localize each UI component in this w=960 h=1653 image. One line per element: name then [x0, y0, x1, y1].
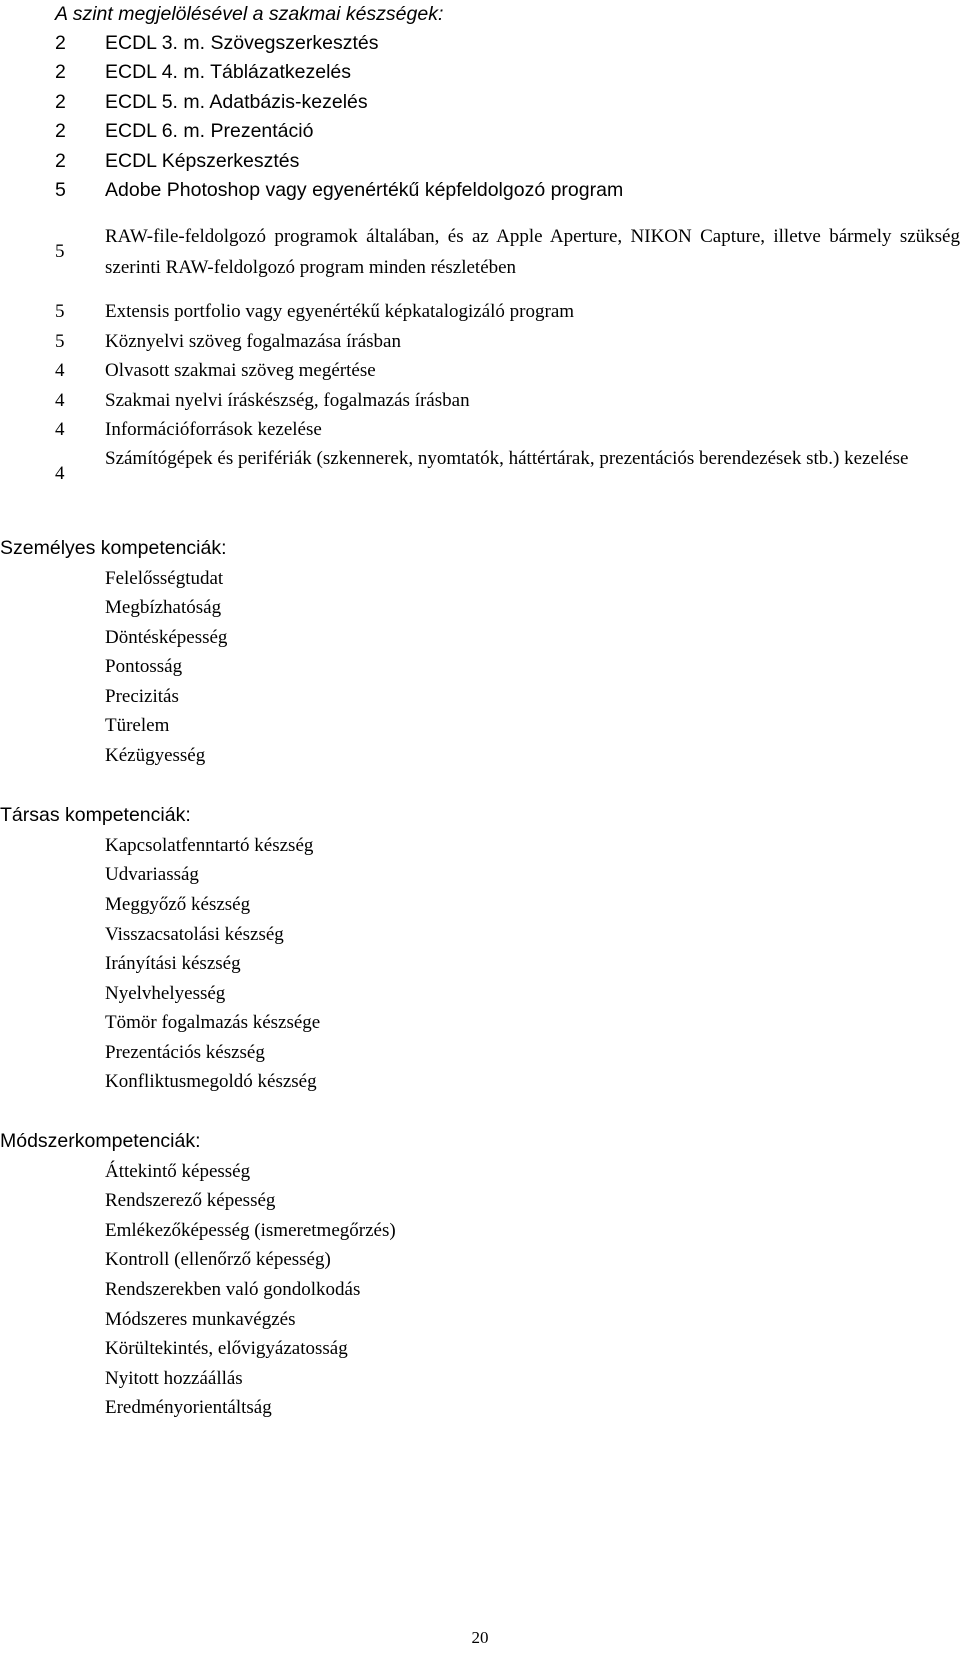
skill-level: 5	[55, 301, 65, 322]
list-item: Áttekintő képesség	[105, 1161, 251, 1182]
skill-text: ECDL 3. m. Szövegszerkesztés	[105, 32, 379, 54]
list-item: Kontroll (ellenőrző képesség)	[105, 1249, 331, 1270]
list-item: Módszeres munkavégzés	[105, 1309, 296, 1330]
skill-level: 5	[55, 241, 65, 262]
list-item: Emlékezőképesség (ismeretmegőrzés)	[105, 1220, 396, 1241]
list-item: Udvariasság	[105, 864, 199, 885]
list-item: Körültekintés, elővigyázatosság	[105, 1338, 348, 1359]
skill-level: 4	[55, 360, 65, 381]
list-item: Türelem	[105, 715, 170, 736]
skill-level: 2	[55, 120, 66, 142]
social-competencies-title: Társas kompetenciák:	[0, 804, 191, 826]
skill-level: 2	[55, 61, 66, 83]
list-item: Konfliktusmegoldó készség	[105, 1071, 317, 1092]
list-item: Rendszerekben való gondolkodás	[105, 1279, 361, 1300]
list-item: Precizitás	[105, 686, 179, 707]
list-item: Tömör fogalmazás készsége	[105, 1012, 321, 1033]
skill-text: Köznyelvi szöveg fogalmazása írásban	[105, 331, 401, 352]
page-number: 20	[471, 1628, 489, 1647]
skill-text: Extensis portfolio vagy egyenértékű képkatalogizáló program	[105, 301, 575, 322]
skill-text: RAW-file-feldolgozó programok általában, és az Apple Aperture, NIKON Capture, illetve bármely szükség szerinti RAW-feldolgozó program minden részletében	[105, 226, 960, 278]
intro-heading: A szint megjelölésével a szakmai készségek:	[55, 3, 444, 25]
list-item: Nyitott hozzáállás	[105, 1368, 243, 1389]
skill-text: ECDL 6. m. Prezentáció	[105, 120, 314, 142]
list-item: Kézügyesség	[105, 745, 206, 766]
list-item: Döntésképesség	[105, 627, 228, 648]
list-item: Kapcsolatfenntartó készség	[105, 835, 314, 856]
skill-level: 5	[55, 179, 66, 201]
list-item: Felelősségtudat	[105, 568, 224, 589]
list-item: Pontosság	[105, 656, 183, 677]
skill-text: ECDL Képszerkesztés	[105, 150, 300, 172]
list-item: Visszacsatolási készség	[105, 924, 284, 945]
skill-text: Információforrások kezelése	[105, 419, 322, 440]
skill-text: ECDL 5. m. Adatbázis-kezelés	[105, 91, 368, 113]
list-item: Rendszerező képesség	[105, 1190, 276, 1211]
skill-level: 2	[55, 91, 66, 113]
skill-level: 5	[55, 331, 65, 352]
skill-level: 2	[55, 150, 66, 172]
skill-level: 4	[55, 463, 65, 484]
list-item: Megbízhatóság	[105, 597, 222, 618]
skill-level: 4	[55, 390, 65, 411]
skill-level: 4	[55, 419, 65, 440]
list-item: Meggyőző készség	[105, 894, 251, 915]
skill-text: Szakmai nyelvi íráskészség, fogalmazás írásban	[105, 390, 470, 411]
list-item: Irányítási készség	[105, 953, 241, 974]
skill-text: Számítógépek és perifériák (szkennerek, nyomtatók, háttértárak, prezentációs berendezések stb.) kezelése	[105, 448, 909, 469]
skill-level: 2	[55, 32, 66, 54]
method-competencies-title: Módszerkompetenciák:	[0, 1130, 201, 1152]
list-item: Eredményorientáltság	[105, 1397, 272, 1418]
personal-competencies-title: Személyes kompetenciák:	[0, 537, 227, 559]
skill-text: Adobe Photoshop vagy egyenértékű képfeldolgozó program	[105, 179, 624, 201]
skill-text: ECDL 4. m. Táblázatkezelés	[105, 61, 352, 83]
skill-text: Olvasott szakmai szöveg megértése	[105, 360, 376, 381]
list-item: Prezentációs készség	[105, 1042, 265, 1063]
list-item: Nyelvhelyesség	[105, 983, 226, 1004]
